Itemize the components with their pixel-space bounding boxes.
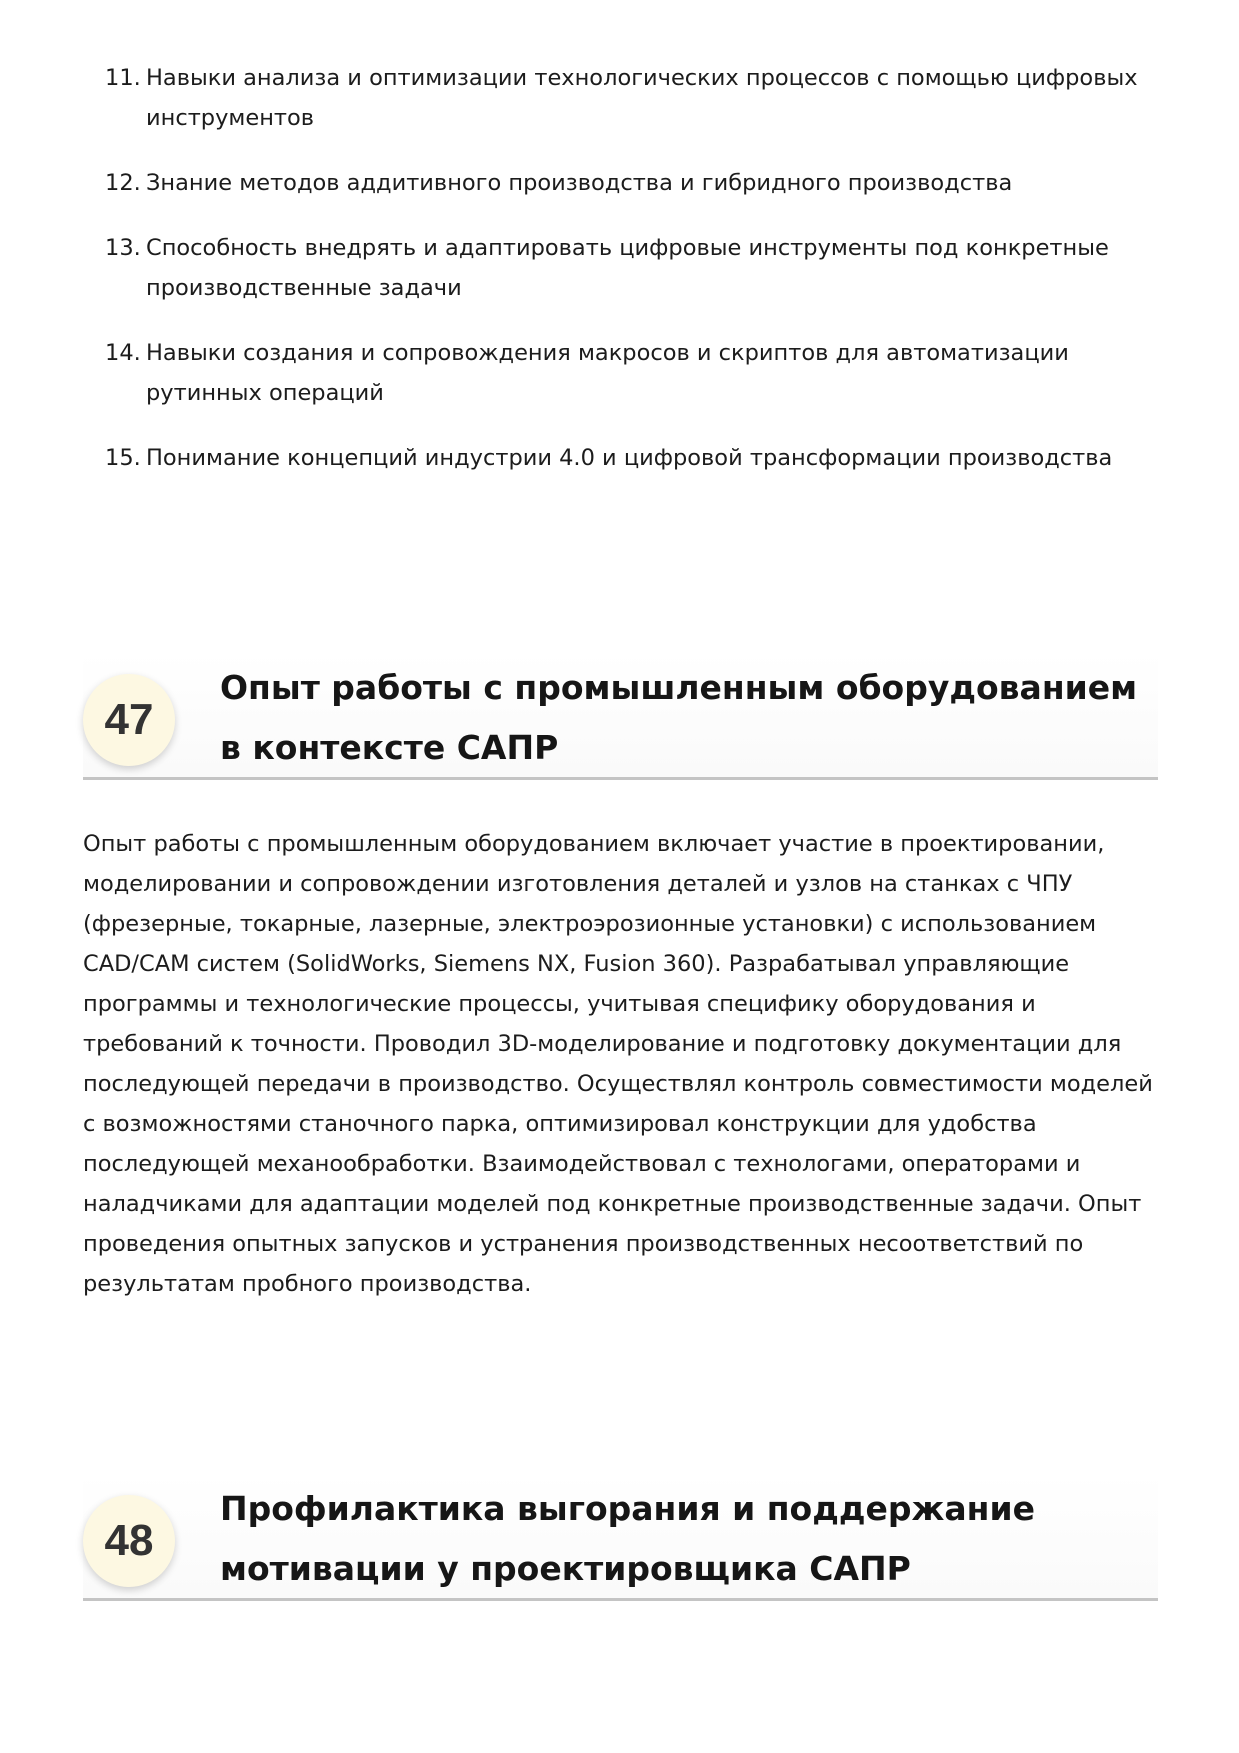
list-item-number: 14. xyxy=(105,340,141,366)
list-item-number: 13. xyxy=(105,235,141,261)
section-header-48 xyxy=(83,1473,1158,1601)
list-item-text: Знание методов аддитивного производства и гибридного производства xyxy=(146,170,1013,196)
section-title: Опыт работы с промышленным оборудованием в контексте САПР xyxy=(220,668,1138,767)
list-item-text: Понимание концепций индустрии 4.0 и цифровой трансформации производства xyxy=(146,445,1113,471)
list-item-text: Способность внедрять и адаптировать цифровые инструменты под конкретные производственные задачи xyxy=(146,235,1109,301)
list-item xyxy=(83,58,1173,138)
skills-list xyxy=(83,58,1173,503)
list-item xyxy=(83,438,1173,478)
list-item-text: Навыки создания и сопровождения макросов и скриптов для автоматизации рутинных операций xyxy=(146,340,1069,406)
section-body-paragraph: Опыт работы с промышленным оборудованием включает участие в проектировании, моделировании и сопровождении изготовления деталей и узлов на станках с ЧПУ (фрезерные, токарные, лазерные, электроэрозионные установки) с использованием CAD/CAM систем (SolidWorks, Siemens NX, Fusion 360). Разрабатывал управляющие программы и технологические процессы, учитывая специфику оборудования и требований к точности. Проводил 3D-моделирование и подготовку документации для последующей передачи в производство. Осуществлял контроль совместимости моделей с возможностями станочного парка, оптимизировал конструкции для удобства последующей механообработки. Взаимодействовал с технологами, операторами и наладчиками для адаптации моделей под конкретные производственные задачи. Опыт проведения опытных запусков и устранения производственных несоответствий по результатам пробного производства. xyxy=(83,831,1153,1297)
section-header-47 xyxy=(83,652,1158,780)
list-item-number: 12. xyxy=(105,170,141,196)
section-title: Профилактика выгорания и поддержание мотивации у проектировщика САПР xyxy=(220,1489,1035,1588)
list-item-number: 15. xyxy=(105,445,141,471)
list-item xyxy=(83,228,1173,308)
list-item-text: Навыки анализа и оптимизации технологических процессов с помощью цифровых инструментов xyxy=(146,65,1138,131)
list-item xyxy=(83,333,1173,413)
section-number-badge: 48 xyxy=(83,1495,175,1587)
list-item xyxy=(83,163,1173,203)
list-item-number: 11. xyxy=(105,65,141,91)
section-number-badge: 47 xyxy=(83,674,175,766)
